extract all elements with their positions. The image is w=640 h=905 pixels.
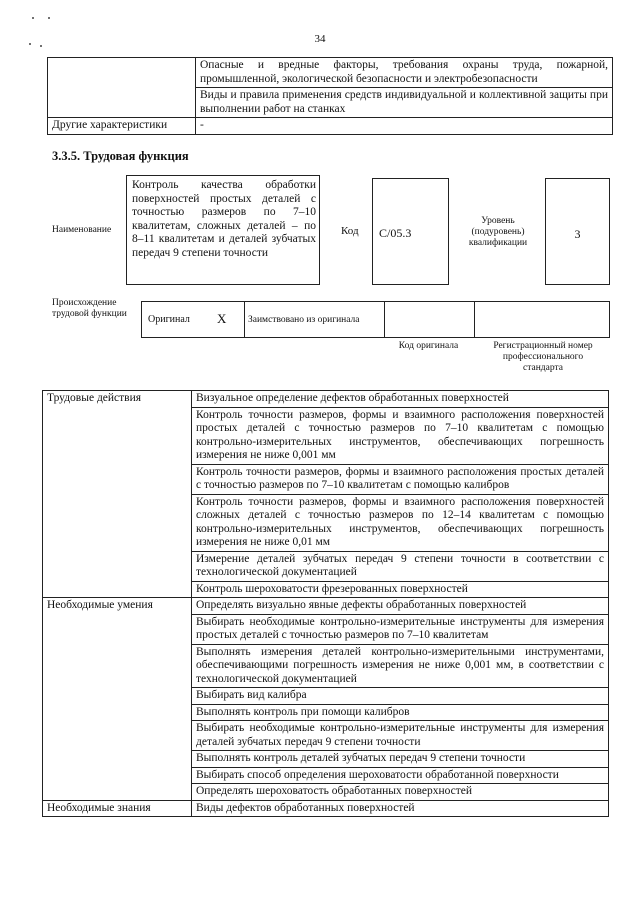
code-box	[372, 178, 449, 285]
table-row	[48, 118, 613, 135]
group-item: Выполнять измерения деталей контрольно-измерительными инструментами, обеспечивающими погрешность измерения не ниже 0,001 мм, в соответствии с технологической документацией	[192, 644, 609, 688]
group-item: Контроль точности размеров, формы и взаимного расположения простых деталей с точностью размеров по 7–10 квалитетам с помощью калибров	[192, 464, 609, 494]
row-label	[48, 58, 196, 88]
scan-speck	[32, 17, 34, 19]
group-item: Виды дефектов обработанных поверхностей	[192, 800, 609, 817]
code-value: C/05.3	[379, 226, 412, 240]
group-item: Выбирать необходимые контрольно-измерительные инструменты для измерения деталей зубчатых передач 9 степени точности	[192, 721, 609, 751]
borrowed-cell	[244, 302, 385, 337]
function-name-box	[126, 175, 320, 285]
code-label: Код	[341, 225, 359, 237]
group-item: Контроль точности размеров, формы и взаимного расположения поверхностей простых деталей с точностью размеров по 7–10 квалитетам с помощью контрольно-измерительных инструментов, обеспечивающих погрешность измерения не ниже 0,001 мм	[192, 407, 609, 464]
group-item: Определять визуально явные дефекты обработанных поверхностей	[192, 598, 609, 615]
table-row	[43, 800, 609, 817]
borrowed-label: Заимствовано из оригинала	[248, 315, 360, 325]
group-label: Трудовые действия	[43, 391, 192, 598]
level-value: 3	[574, 227, 581, 241]
row-label: Другие характеристики	[48, 118, 196, 135]
main-table	[42, 390, 609, 817]
level-box	[545, 178, 610, 285]
group-label: Необходимые знания	[43, 800, 192, 817]
row-text: Опасные и вредные факторы, требования охраны труда, пожарной, промышленной, экологической безопасности и электробезопасности	[196, 58, 613, 88]
table-row	[48, 58, 613, 88]
group-item: Измерение деталей зубчатых передач 9 степени точности в соответствии с технологической документацией	[192, 551, 609, 581]
code-original-caption: Код оригинала	[398, 341, 459, 351]
group-item: Визуальное определение дефектов обработанных поверхностей	[192, 391, 609, 408]
top-table	[47, 57, 613, 135]
level-label: Уровень (подуровень) квалификации	[468, 216, 528, 248]
name-label: Наименование	[52, 225, 112, 235]
original-label: Оригинал	[148, 314, 190, 325]
registration-caption: Регистрационный номер профессионального стандарта	[493, 341, 593, 373]
section-title: 3.3.5. Трудовая функция	[52, 149, 189, 163]
row-text: Виды и правила применения средств индивидуальной и коллективной защиты при выполнении работ на станках	[196, 88, 613, 118]
function-name: Контроль качества обработки поверхностей простых деталей с точностью размеров по 7–10 квалитетам, сложных деталей – по 8–11 квалитетам и деталей зубчатых передач 9 степени точности	[132, 179, 316, 259]
scan-speck	[40, 45, 42, 47]
group-item: Выполнять контроль при помощи калибров	[192, 704, 609, 721]
scan-speck	[48, 17, 50, 19]
original-mark: X	[217, 311, 227, 326]
row-label	[48, 88, 196, 118]
group-item: Определять шероховатость обработанных поверхностей	[192, 784, 609, 801]
group-item: Выбирать вид калибра	[192, 688, 609, 705]
group-item: Контроль точности размеров, формы и взаимного расположения поверхностей сложных деталей с точностью размеров по 12–14 квалитетам с помощью контрольно-измерительных инструментов, обеспечивающих погрешность измерения не ниже 0,01 мм	[192, 494, 609, 551]
table-row	[43, 391, 609, 408]
table-row	[48, 88, 613, 118]
row-text: -	[196, 118, 613, 135]
page-number: 34	[314, 33, 326, 45]
origin-row	[141, 301, 610, 338]
table-row	[43, 598, 609, 615]
group-item: Выбирать необходимые контрольно-измерительные инструменты для измерения простых деталей с точностью размеров по 7–10 квалитетам	[192, 614, 609, 644]
origin-label: Происхождение трудовой функции	[52, 298, 127, 319]
code-original-cell	[385, 302, 475, 337]
group-item: Выполнять контроль деталей зубчатых передач 9 степени точности	[192, 751, 609, 768]
group-item: Контроль шероховатости фрезерованных поверхностей	[192, 581, 609, 598]
group-item: Выбирать способ определения шероховатости обработанной поверхности	[192, 767, 609, 784]
group-label: Необходимые умения	[43, 598, 192, 801]
original-cell	[142, 302, 245, 337]
